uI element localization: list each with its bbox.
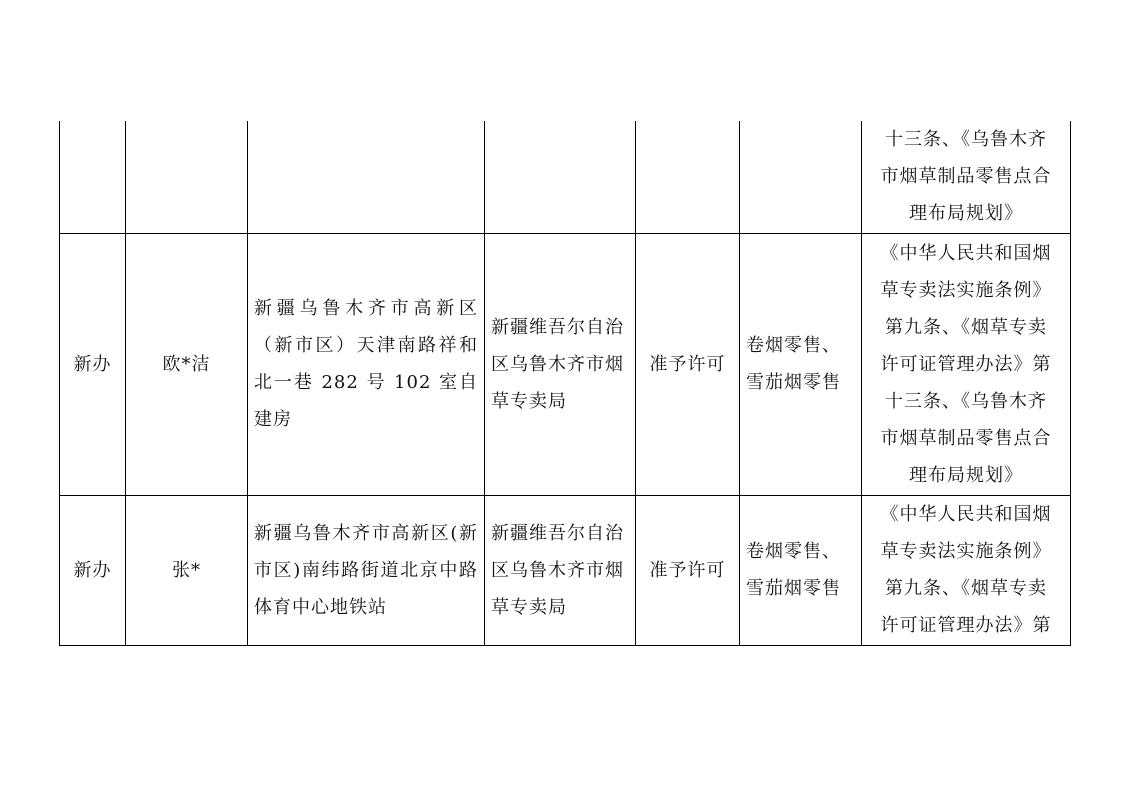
basis-line: 理布局规划》 [909,203,1023,225]
cell-type: 新办 [60,233,126,495]
cell-scope: 卷烟零售、雪茄烟零售 [740,233,862,495]
cell-scope [740,121,862,233]
table-row [60,495,1071,645]
cell-result: 准予许可 [636,233,740,495]
basis-line: 《中华人民共和国烟 [880,242,1052,264]
cell-address [248,121,485,233]
basis-line: 十三条、《乌鲁木齐 [885,129,1047,151]
cell-result: 准予许可 [636,495,740,645]
basis-line: 许可证管理办法》第 [880,615,1052,636]
cell-authority: 新疆维吾尔自治区乌鲁木齐市烟草专卖局 [485,495,636,645]
basis-line: 市烟草制品零售点合 [880,427,1052,449]
cell-type: 新办 [60,495,126,645]
license-table [59,121,1071,646]
basis-line: 许可证管理办法》第 [880,353,1052,375]
cell-result [636,121,740,233]
table-row [60,233,1071,495]
basis-line: 市烟草制品零售点合 [880,166,1052,188]
cell-name: 张* [126,495,248,645]
cell-basis [862,121,1071,233]
basis-line: 十三条、《乌鲁木齐 [885,390,1047,412]
cell-authority [485,121,636,233]
cell-name: 欧*洁 [126,233,248,495]
table-row [60,121,1071,233]
cell-address: 新疆乌鲁木齐市高新区(新市区)南纬路街道北京中路体育中心地铁站 [248,495,485,645]
cell-type [60,121,126,233]
cell-basis [862,233,1071,495]
cell-authority: 新疆维吾尔自治区乌鲁木齐市烟草专卖局 [485,233,636,495]
basis-line: 理布局规划》 [909,464,1023,486]
basis-line: 第九条、《烟草专卖 [885,316,1047,338]
basis-line: 《中华人民共和国烟 [880,504,1052,525]
basis-line: 草专卖法实施条例》 [880,279,1052,301]
basis-line: 草专卖法实施条例》 [880,541,1052,562]
cell-scope: 卷烟零售、雪茄烟零售 [740,495,862,645]
cell-address: 新疆乌鲁木齐市高新区（新市区）天津南路祥和北一巷 282 号 102 室自建房 [248,233,485,495]
basis-line: 第九条、《烟草专卖 [885,578,1047,599]
cell-basis [862,495,1071,645]
cell-name [126,121,248,233]
